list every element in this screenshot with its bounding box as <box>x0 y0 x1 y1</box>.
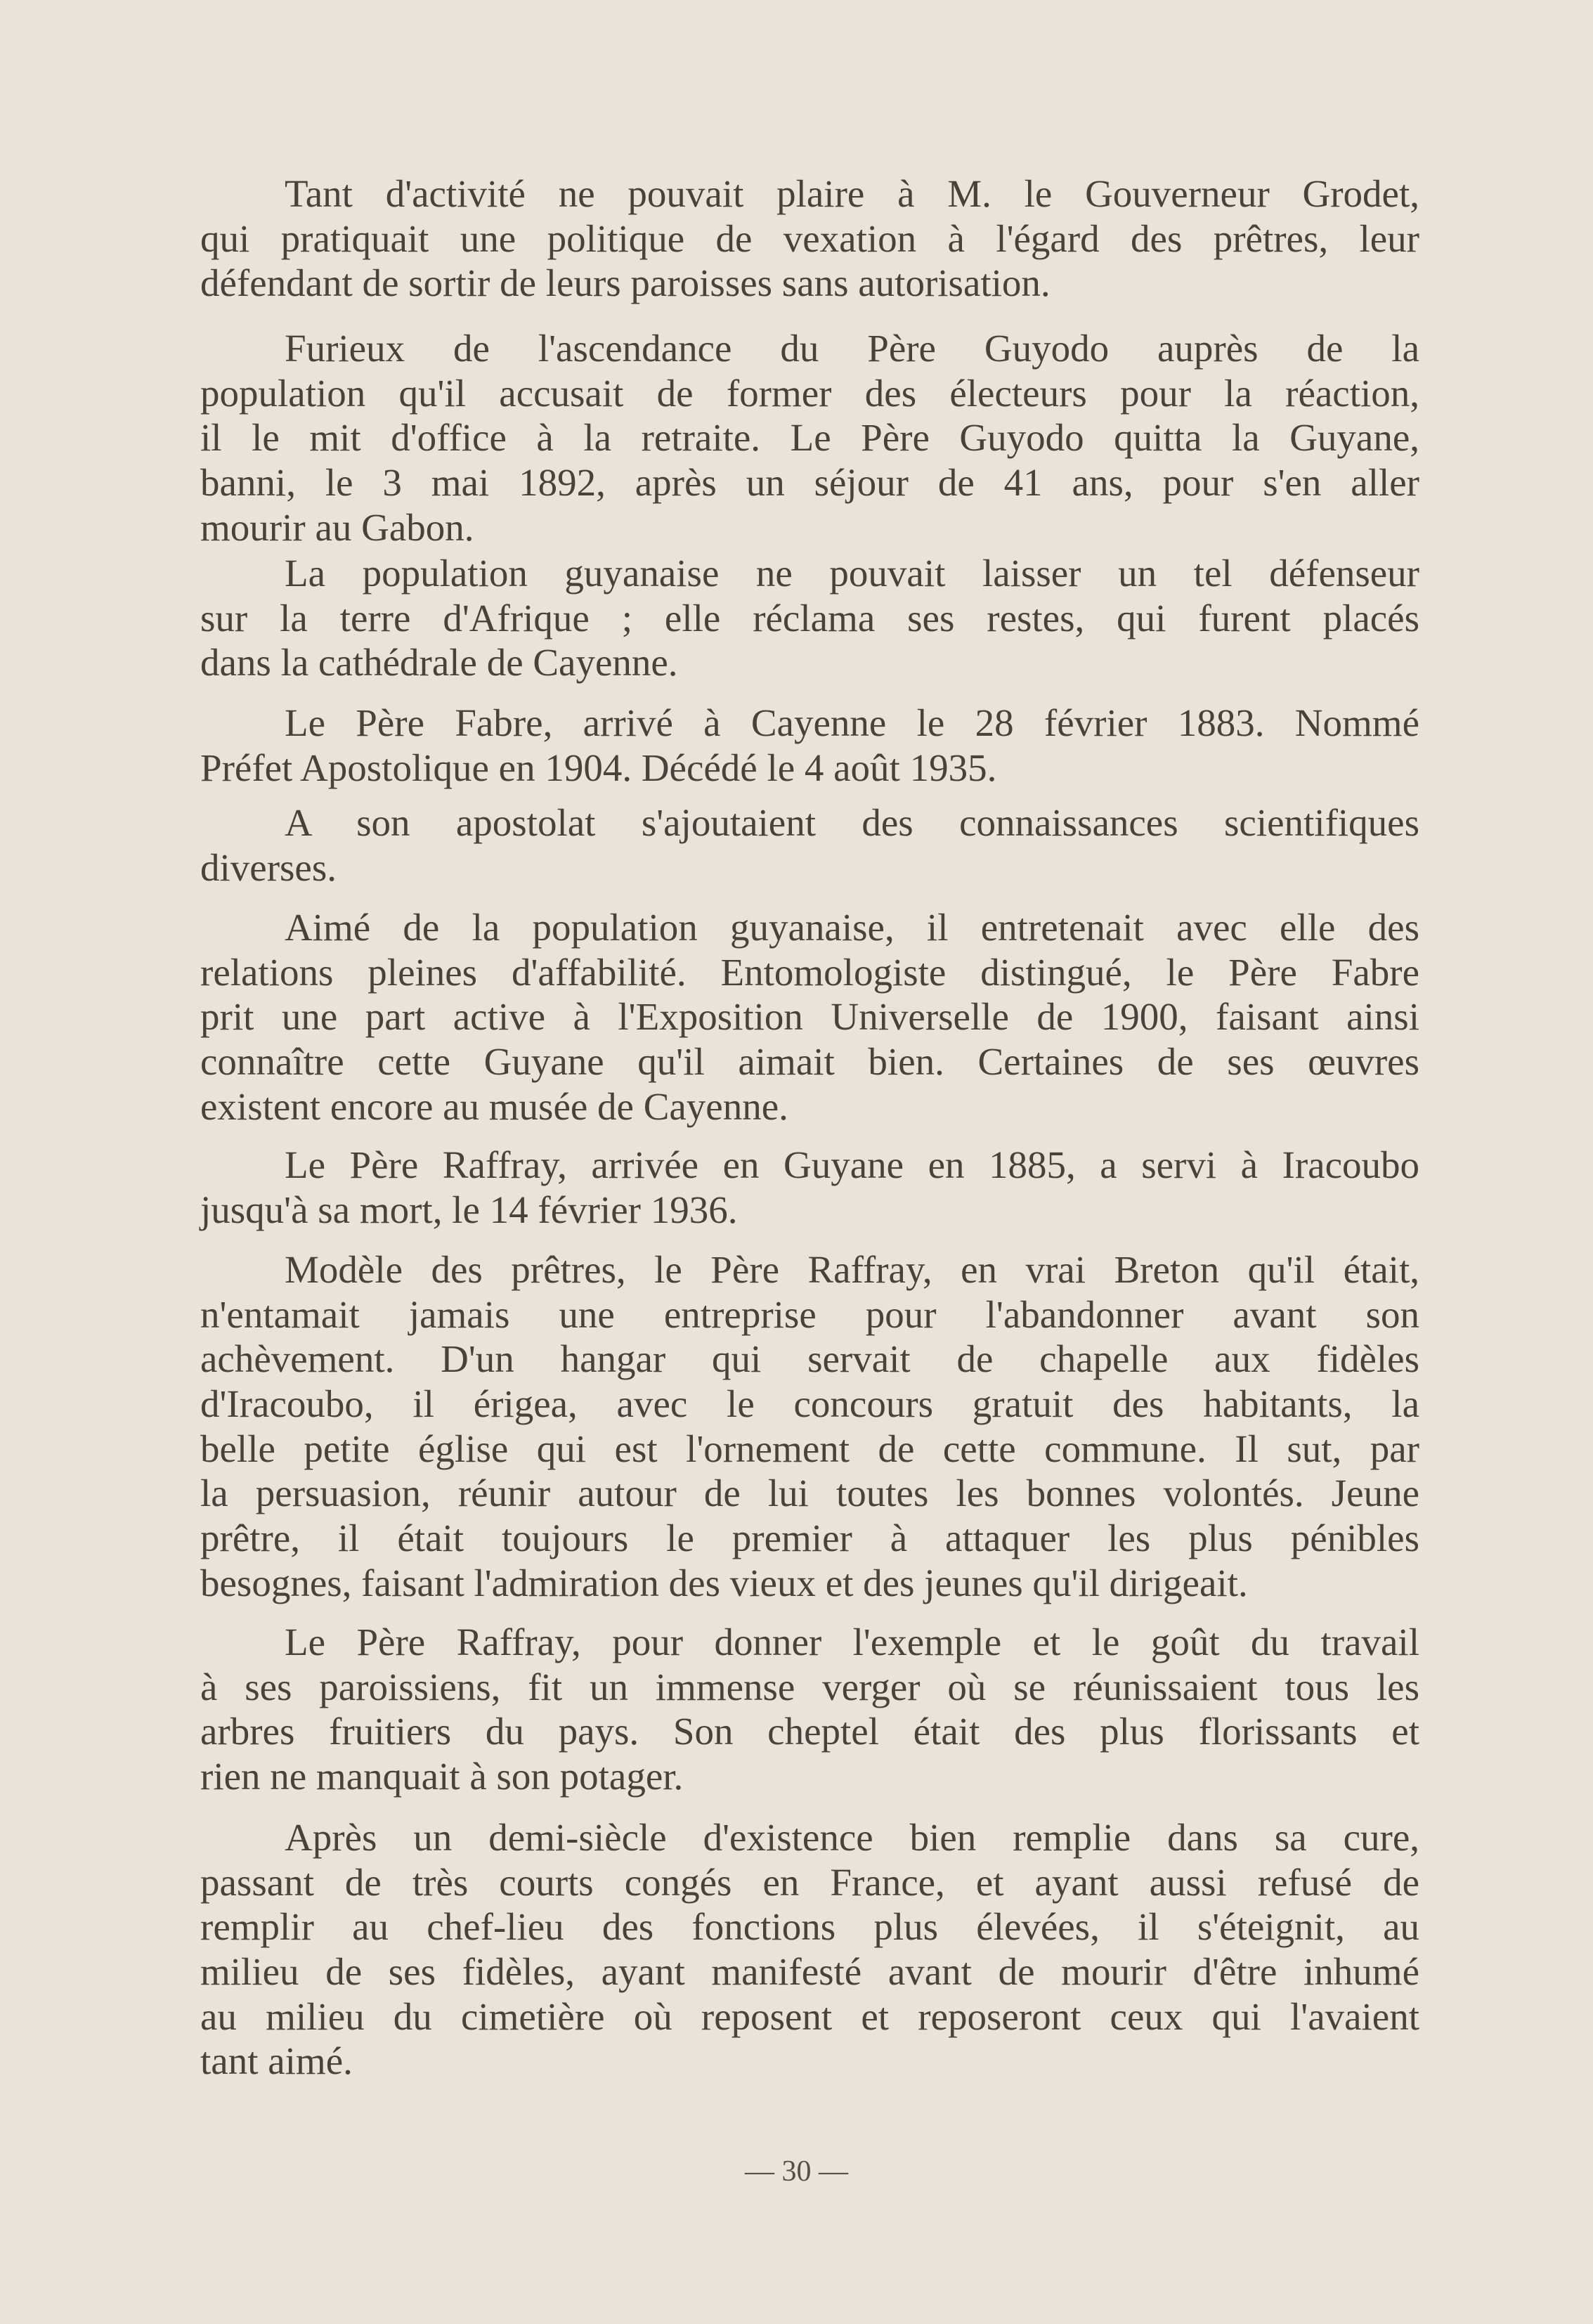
text-line: au milieu du cimetière où reposent et reposeront ceux qui l'avaient <box>200 1994 1419 2038</box>
text-line: relations pleines d'affabilité. Entomologiste distingué, le Père Fabre <box>200 950 1419 994</box>
text-line: d'Iracoubo, il érigea, avec le concours gratuit des habitants, la <box>200 1382 1419 1426</box>
text-line: belle petite église qui est l'ornement de cette commune. Il sut, par <box>200 1427 1419 1470</box>
text-line: Le Père Raffray, pour donner l'exemple et le goût du travail <box>285 1621 1419 1663</box>
text-line: prit une part active à l'Exposition Universelle de 1900, faisant ainsi <box>200 995 1419 1039</box>
text-line: jusqu'à sa mort, le 14 février 1936. <box>200 1188 738 1231</box>
text-line: A son apostolat s'ajoutaient des connaissances scientifiques <box>285 801 1419 844</box>
text-line: il le mit d'office à la retraite. Le Père Guyodo quitta la Guyane, <box>200 416 1419 460</box>
page-number: — 30 — <box>745 2155 848 2188</box>
text-line: remplir au chef-lieu des fonctions plus élevées, il s'éteignit, au <box>200 1905 1419 1949</box>
text-line: existent encore au musée de Cayenne. <box>200 1084 788 1128</box>
text-line: Tant d'activité ne pouvait plaire à M. le Gouverneur Grodet, <box>285 172 1419 215</box>
text-line: qui pratiquait une politique de vexation à l'égard des prêtres, leur <box>200 216 1419 260</box>
text-line: achèvement. D'un hangar qui servait de chapelle aux fidèles <box>200 1337 1419 1381</box>
text-line: arbres fruitiers du pays. Son cheptel était des plus florissants et <box>200 1710 1419 1753</box>
text-line: besognes, faisant l'admiration des vieux et des jeunes qu'il dirigeait. <box>200 1561 1248 1604</box>
text-line: rien ne manquait à son potager. <box>200 1755 684 1798</box>
text-line: diverses. <box>200 845 337 889</box>
paragraph <box>200 800 1419 890</box>
text-line: tant aimé. <box>200 2039 353 2083</box>
text-line: milieu de ses fidèles, ayant manifesté avant de mourir d'être inhumé <box>200 1950 1419 1994</box>
text-line: la persuasion, réunir autour de lui toutes les bonnes volontés. Jeune <box>200 1472 1419 1515</box>
text-line: Modèle des prêtres, le Père Raffray, en vrai Breton qu'il était, <box>285 1248 1419 1291</box>
paragraph <box>200 905 1419 1129</box>
text-line: La population guyanaise ne pouvait laisser un tel défenseur <box>285 552 1419 595</box>
text-line: population qu'il accusait de former des électeurs pour la réaction, <box>200 371 1419 415</box>
text-line: Après un demi-siècle d'existence bien remplie dans sa cure, <box>285 1816 1419 1859</box>
paragraph <box>200 1143 1419 1232</box>
text-line: Furieux de l'ascendance du Père Guyodo auprès de la <box>285 327 1419 370</box>
text-line: mourir au Gabon. <box>200 505 474 549</box>
paragraph <box>200 1247 1419 1606</box>
paragraph <box>200 326 1419 550</box>
paragraph <box>200 171 1419 306</box>
text-line: connaître cette Guyane qu'il aimait bien. Certaines de ses œuvres <box>200 1040 1419 1084</box>
text-line: défendant de sortir de leurs paroisses sans autorisation. <box>200 261 1051 305</box>
paragraph <box>200 701 1419 790</box>
text-line: sur la terre d'Afrique ; elle réclama ses restes, qui furent placés <box>200 596 1419 640</box>
paragraph <box>200 551 1419 685</box>
text-line: banni, le 3 mai 1892, après un séjour de 41 ans, pour s'en aller <box>200 461 1419 505</box>
paragraph <box>200 1815 1419 2084</box>
text-line: Aimé de la population guyanaise, il entretenait avec elle des <box>285 906 1419 949</box>
text-line: Le Père Raffray, arrivée en Guyane en 1885, a servi à Iracoubo <box>285 1143 1419 1186</box>
paragraph <box>200 1620 1419 1799</box>
text-line: Le Père Fabre, arrivé à Cayenne le 28 février 1883. Nommé <box>285 701 1419 744</box>
text-line: passant de très courts congés en France, et ayant aussi refusé de <box>200 1860 1419 1904</box>
text-line: prêtre, il était toujours le premier à attaquer les plus pénibles <box>200 1517 1419 1560</box>
text-line: Préfet Apostolique en 1904. Décédé le 4 août 1935. <box>200 746 997 789</box>
text-line: dans la cathédrale de Cayenne. <box>200 641 678 684</box>
text-line: n'entamait jamais une entreprise pour l'abandonner avant son <box>200 1292 1419 1336</box>
text-line: à ses paroissiens, fit un immense verger où se réunissaient tous les <box>200 1665 1419 1708</box>
